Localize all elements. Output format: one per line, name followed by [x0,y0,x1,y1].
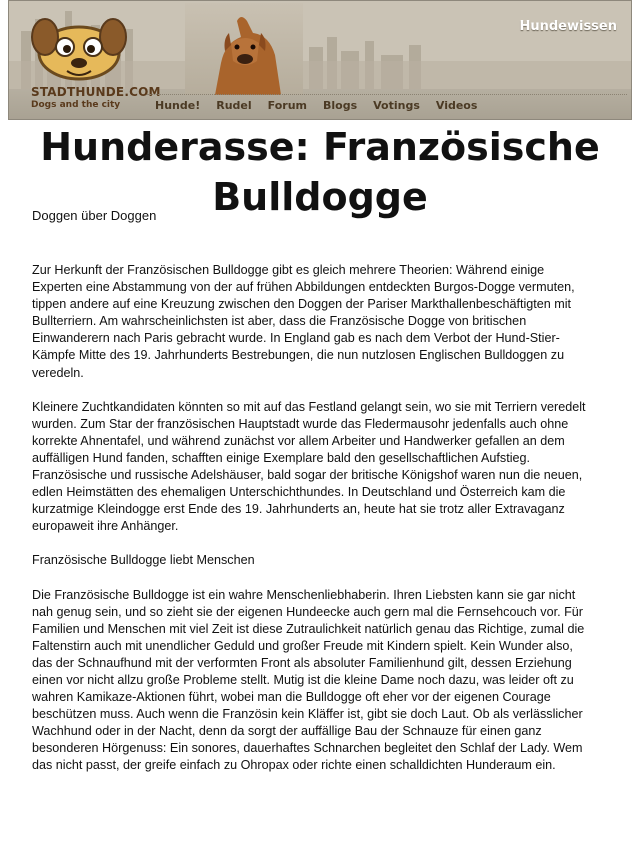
page-title-line1: Hunderasse: Französische [40,125,600,169]
nav-item-rudel[interactable]: Rudel [216,99,252,112]
intro-heading: Doggen über Doggen [32,208,157,223]
section-label: Hundewissen [519,19,617,34]
site-header-banner [8,0,632,120]
dog-mascot-icon [19,5,141,85]
nav-item-blogs[interactable]: Blogs [322,99,358,112]
main-nav [147,97,485,119]
paragraph-history: Kleinere Zuchtkandidaten könnten so mit auf das Festland gelangt sein, wo sie mit Terriern veredelt wurden. Zum Star der französischen Hauptstadt wurde das Fledermausohr jedenfalls auch ohne korrekte Ahnentafel, und während zunächst vor allem Arbeiter und Handwerker gefallen an dem auffälligen Hund fanden, schafften einige Exemplare bald den gesellschaftlichen Aufstieg. Französische und russische Adelshäuser, bald sogar der britische Königshof waren nun die neuen, edlen Heimstätten des ehemaligen Unterschichthundes. In Deutschland und Österreich kam die kurzatmige Kleindogge erst Ende des 19. Jahrhunderts an, heute hat sie trotz aller Extravaganz europaweit ihre Anhänger. [32,399,586,534]
nav-divider [147,94,627,95]
dog-photo [185,3,303,95]
paragraph-origin: Zur Herkunft der Französischen Bulldogge gibt es gleich mehrere Theorien: Während einige Experten eine Abstammung von der auf frühen Abbildungen entdeckten Burgos-Dogge vermuten, tippen andere auf eine Kreuzung zwischen den Doggen der Pariser Markthallenbeschäftigten mit Bullterriern. Am wahrscheinlichsten ist aber, dass die Französische Dogge von britischen Einwanderern nach Paris gebracht wurde. In England gab es nach dem Verbot der Hund-Stier-Kämpfe Mitte des 19. Jahrhunderts Bestrebungen, die nun nutzlosen Englischen Bulldoggen zu veredeln. [32,263,575,380]
nav-item-forum[interactable]: Forum [267,99,307,112]
nav-item-hunde[interactable]: Hunde! [155,99,201,112]
rhodesian-dog-photo [185,3,303,95]
paragraph-character: Die Französische Bulldogge ist ein wahre Menschenliebhaberin. Ihren Liebsten kann sie gar nicht nah genug sein, und so zieht sie der eigenen Hundeecke auch gern mal die Fernsehcouch vor. Für Familien und Menschen mit viel Zeit ist diese Zutraulichkeit natürlich genau das Richtige, zumal die Faltenstirn auch mit unendlicher Geduld und großer Freude mit Kindern spielt. Kein Wunder also, das der Schnaufhund mit der verformten Front als absoluter Familienhund gilt, dessen Erziehung einen vor nicht allzu große Probleme stellt. Mutig ist die kleine Dame noch dazu, was leider oft zu wahren Kamikaze-Aktionen führt, wobei man die Bulldogge oft eher vor der eigenen Courage beschützen muss. Auch wenn die Französin kein Kläffer ist, gibt sie doch Laut. Ob als verlässlicher Wachhund oder in der Nacht, denn da sorgt der auffällige Bau der Schnauze für einen ganz besonderen Hörgenuss: Ein sonores, dauerhaftes Schnarchen begleitet den Schlaf der Lady. Wem das nicht passt, der greife einfach zu Ohropax oder richte einen schalldichten Hunderaum ein. [32,587,585,773]
site-logo[interactable] [19,5,161,113]
section-heading-menschen: Französische Bulldogge liebt Menschen [32,553,255,568]
page-title [40,122,600,222]
article-body [32,262,592,792]
nav-item-votings[interactable]: Votings [373,99,420,112]
logo-subtitle: Dogs and the city [31,100,121,110]
logo-title: STADTHUNDE.COM [31,85,161,99]
page-title-line2: Bulldogge [212,175,428,219]
nav-item-videos[interactable]: Videos [435,99,478,112]
